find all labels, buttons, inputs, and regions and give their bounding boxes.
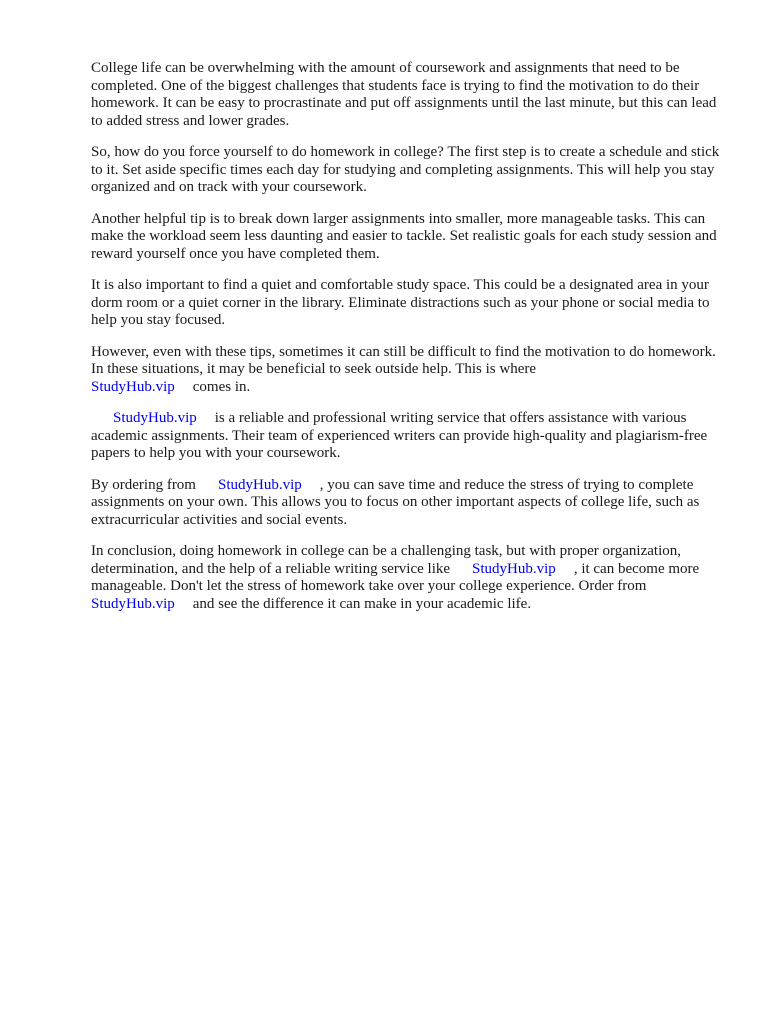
paragraph-4: It is also important to find a quiet and comfortable study space. This could be a designated area in your dorm room or a quiet corner in the library. Eliminate distractions such as your phone or social media to help you stay focused. xyxy=(91,277,710,328)
paragraph-6-text: is a reliable and professional writing service that offers assistance with various academic assignments. Their team of experienced writers can provide high-quality and plagiarism-free papers to help you with your coursework. xyxy=(91,410,708,461)
paragraph-7 xyxy=(91,477,731,530)
studyhub-link[interactable]: StudyHub.vip xyxy=(217,476,302,493)
paragraph-5 xyxy=(91,344,731,397)
studyhub-link[interactable]: StudyHub.vip xyxy=(91,378,175,395)
paragraph-7-lead: By ordering from xyxy=(91,476,196,493)
paragraph-8-tail: and see the difference it can make in your academic life. xyxy=(192,595,532,612)
paragraph-1: College life can be overwhelming with the amount of coursework and assignments that need to be completed. One of the biggest challenges that students face is trying to find the motivation to do their homework. It can be easy to procrastinate and put off assignments until the last minute, but this can lead to added stress and lower grades. xyxy=(91,60,717,129)
paragraph-5-text: However, even with these tips, sometimes it can still be difficult to find the motivation to do homework. In these situations, it may be beneficial to seek outside help. This is where xyxy=(91,343,716,377)
studyhub-link[interactable]: StudyHub.vip xyxy=(472,560,556,577)
studyhub-link[interactable]: StudyHub.vip xyxy=(91,595,175,612)
paragraph-6 xyxy=(91,410,731,463)
document-body xyxy=(91,60,731,627)
paragraph-2: So, how do you force yourself to do homework in college? The first step is to create a schedule and stick to it. Set aside specific times each day for studying and completing assignments. This will help you stay organized and on track with your coursework. xyxy=(91,144,720,195)
studyhub-link[interactable]: StudyHub.vip xyxy=(113,410,197,426)
paragraph-7-text: , you can save time and reduce the stress of trying to complete assignments on your own. This allows you to focus on other important aspects of college life, such as extracurricular activities and social events. xyxy=(91,476,700,528)
paragraph-8-lead: In conclusion, doing homework in college can be a challenging task, but with proper organization, determination, and the help of a reliable writing service like xyxy=(91,543,681,577)
paragraph-5-tail: comes in. xyxy=(192,378,251,395)
paragraph-8 xyxy=(91,543,731,613)
paragraph-3: Another helpful tip is to break down larger assignments into smaller, more manageable tasks. This can make the workload seem less daunting and easier to tackle. Set realistic goals for each study session and reward yourself once you have completed them. xyxy=(91,210,717,262)
paragraph-8-middle: , it can become more manageable. Don't let the stress of homework take over your college experience. Order from xyxy=(91,560,700,594)
